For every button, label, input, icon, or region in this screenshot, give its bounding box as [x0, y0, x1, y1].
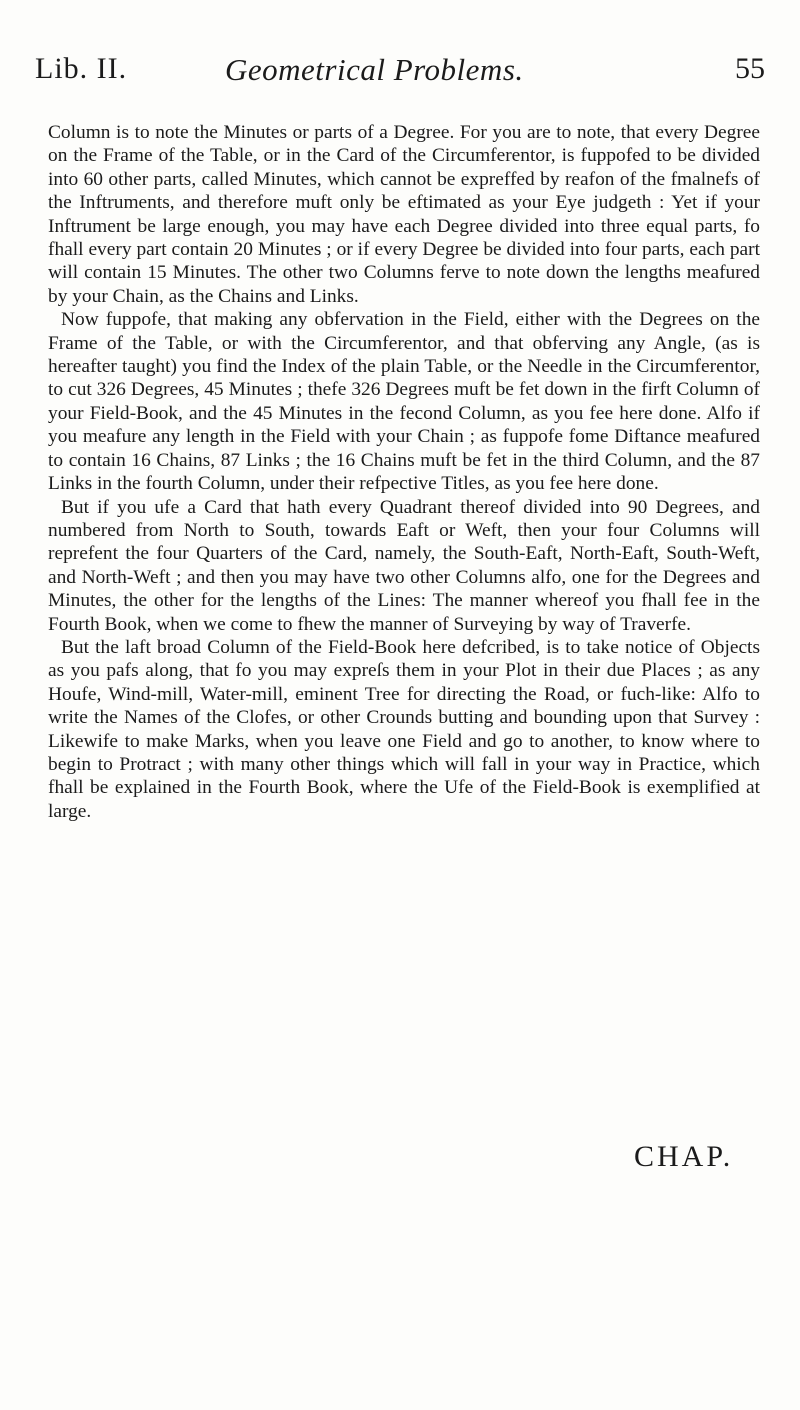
paragraph: But if you ufe a Card that hath every Quadrant thereof divided into 90 Degrees, and numbered from North to South, towards Eaft or Weft, then your four Columns will reprefent the four Quarters of the Card, namely, the South-Eaft, North-Eaft, South-Weft, and North-Weft ; and then you may have two other Columns alfo, one for the Degrees and Minutes, the other for the lengths of the Lines: The manner whereof you fhall fee in the Fourth Book, when we come to fhew the manner of Surveying by way of Traverfe. [48, 496, 760, 635]
running-header [35, 52, 765, 112]
body-text [48, 121, 760, 823]
catchword: CHAP. [634, 1140, 734, 1173]
page-number: 55 [735, 52, 765, 85]
paragraph: Now fuppofe, that making any obfervation in the Field, either with the Degrees on the Frame of the Table, or with the Circumferentor, and that obferving any Angle, (as is hereafter taught) you find the Index of the plain Table, or the Needle in the Circumferentor, to cut 326 Degrees, 45 Minutes ; thefe 326 Degrees muft be fet down in the firft Column of your Field-Book, and the 45 Minutes in the fecond Column, as you fee here done. Alfo if you meafure any length in the Field with your Chain ; as fuppofe fome Diftance meafured to contain 16 Chains, 87 Links ; the 16 Chains muft be fet in the third Column, and the 87 Links in the fourth Column, under their refpective Titles, as you fee here done. [48, 309, 760, 495]
book-number: Lib. II. [35, 52, 128, 85]
paragraph: Column is to note the Minutes or parts of a Degree. For you are to note, that every Degree on the Frame of the Table, or in the Card of the Circumferentor, is fuppofed to be divided into 60 other parts, called Minutes, which cannot be expreffed by reafon of the fmalnefs of the Inftruments, and therefore muft only be eftimated as your Eye judgeth : Yet if your Inftrument be large enough, you may have each Degree divided into three equal parts, fo fhall every part contain 20 Minutes ; or if every Degree be divided into four parts, each part will contain 15 Minutes. The other two Columns ferve to note down the lengths meafured by your Chain, as the Chains and Links. [48, 122, 760, 307]
paragraph: But the laft broad Column of the Field-Book here defcribed, is to take notice of Objects as you pafs along, that fo you may expreſs them in your Plot in their due Places ; as any Houfe, Wind-mill, Water-mill, eminent Tree for directing the Road, or fuch-like: Alfo to write the Names of the Clofes, or other Crounds butting and bounding upon that Survey : Likewife to make Marks, when you leave one Field and go to another, to know where to begin to Protract ; with many other things which will fall in your way in Practice, which fhall be explained in the Fourth Book, where the Ufe of the Field-Book is exemplified at large. [48, 636, 760, 822]
running-title: Geometrical Problems. [225, 52, 524, 87]
